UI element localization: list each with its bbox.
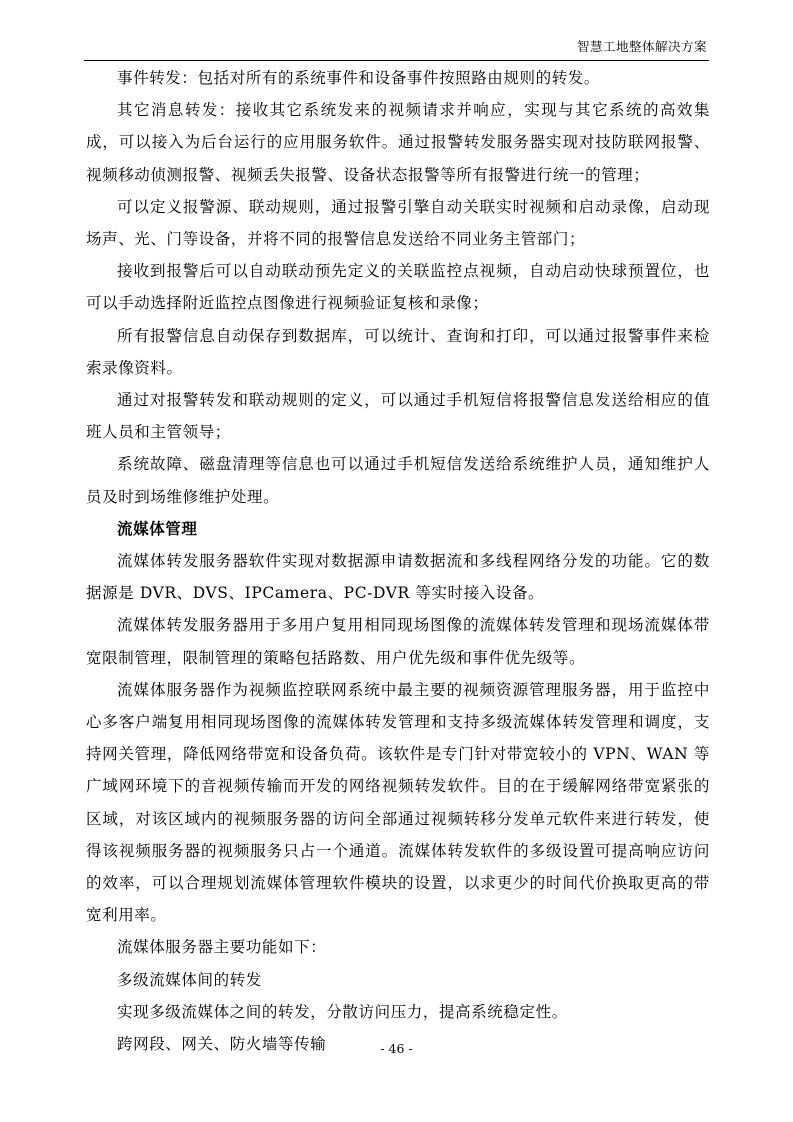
list-item-multilevel-forwarding: 多级流媒体间的转发 <box>117 970 262 989</box>
paragraph-multilevel-forwarding-desc: 实现多级流媒体之间的转发，分散访问压力，提高系统稳定性。 <box>117 1002 568 1021</box>
paragraph-alarm-linkage: 接收到报警后可以自动联动预先定义的关联监控点视频，自动启动快球预置位，也可以手动选择附近监控点图像进行视频验证复核和录像； <box>86 262 710 313</box>
paragraph-streaming-bandwidth: 流媒体转发服务器用于多用户复用相同现场图像的流媒体转发管理和现场流媒体带宽限制管理，限制管理的策略包括路数、用户优先级和事件优先级等。 <box>86 616 710 667</box>
list-item-cross-network-transmission: 跨网段、网关、防火墙等传输 <box>117 1035 327 1054</box>
paragraph-alarm-storage: 所有报警信息自动保存到数据库，可以统计、查询和打印，可以通过报警事件来检索录像资料。 <box>86 326 710 377</box>
section-heading: 流媒体管理 <box>117 519 198 538</box>
paragraph-sms-notification: 通过对报警转发和联动规则的定义，可以通过手机短信将报警信息发送给相应的值班人员和主管领导； <box>86 391 710 442</box>
paragraph-other-message-forwarding: 其它消息转发：接收其它系统发来的视频请求并响应，实现与其它系统的高效集成，可以接入为后台运行的应用服务软件。通过报警转发服务器实现对技防联网报警、视频移动侦测报警、视频丢失报警、设备状态报警等所有报警进行统一的管理； <box>86 101 710 184</box>
header-rule <box>84 60 709 61</box>
paragraph-event-forwarding: 事件转发：包括对所有的系统事件和设备事件按照路由规则的转发。 <box>117 69 601 87</box>
page-number: - 46 - <box>380 1041 413 1056</box>
document-body <box>86 62 710 1060</box>
paragraph-streaming-server-role: 流媒体服务器作为视频监控联网系统中最主要的视频资源管理服务器，用于监控中心多客户端复用相同现场图像的流媒体转发管理和支持多级流媒体转发管理和调度，支持网关管理，降低网络带宽和设备负荷。该软件是专门针对带宽较小的 VPN、WAN 等广域网环境下的音视频传输而开发的网络视频转发软件。目的在于缓解网络带宽紧张的区域，对该区域内的视频服务器的访问全部通过视频转移分发单元软件来进行转发，使得该视频服务器的视频服务只占一个通道。流媒体转发软件的多级设置可提高响应访问的效率，可以合理规划流媒体管理软件模块的设置，以求更少的时间代价换取更高的带宽利用率。 <box>86 680 710 925</box>
paragraph-alarm-source-definition: 可以定义报警源、联动规则，通过报警引擎自动关联实时视频和启动录像，启动现场声、光、门等设备，并将不同的报警信息发送给不同业务主管部门； <box>86 197 710 249</box>
paragraph-streaming-server-function: 流媒体转发服务器软件实现对数据源申请数据流和多线程网络分发的功能。它的数据源是 DVR、DVS、IPCamera、PC-DVR 等实时接入设备。 <box>86 552 710 603</box>
paragraph-system-fault-sms: 系统故障、磁盘清理等信息也可以通过手机短信发送给系统维护人员，通知维护人员及时到场维修维护处理。 <box>86 455 710 506</box>
paragraph-main-functions-intro: 流媒体服务器主要功能如下： <box>117 938 327 957</box>
running-header: 智慧工地整体解决方案 <box>576 39 707 54</box>
